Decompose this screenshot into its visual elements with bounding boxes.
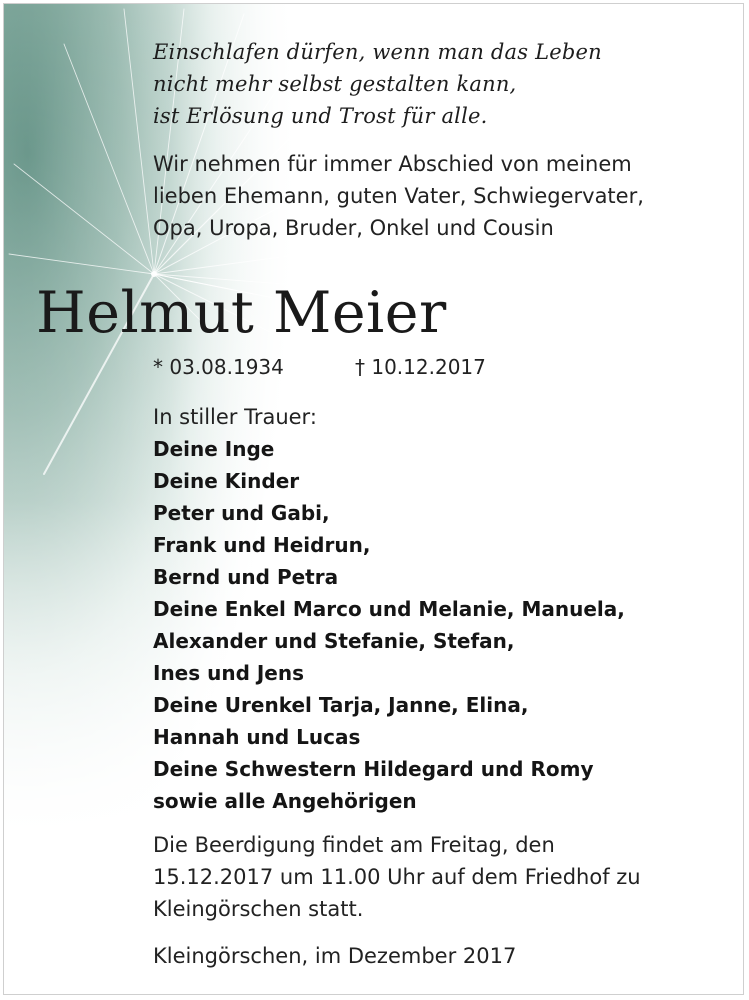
death-date: † 10.12.2017 <box>355 355 486 379</box>
intro-line: Wir nehmen für immer Abschied von meinem <box>153 152 632 176</box>
deceased-name: Helmut Meier <box>36 280 447 346</box>
intro-line: lieben Ehemann, guten Vater, Schwiegervater, <box>153 184 644 208</box>
funeral-line: Die Beerdigung findet am Freitag, den <box>153 833 555 857</box>
quote-line: ist Erlösung und Trost für alle. <box>153 104 488 128</box>
mourner-line: Bernd und Petra <box>153 565 339 589</box>
life-dates <box>153 353 713 381</box>
quote-line: nicht mehr selbst gestalten kann, <box>153 72 517 96</box>
mourner-line: Ines und Jens <box>153 661 305 685</box>
mourners-list <box>153 433 723 817</box>
place-and-date: Kleingörschen, im Dezember 2017 <box>153 944 517 968</box>
funeral-details <box>153 829 723 925</box>
farewell-intro <box>153 148 723 244</box>
mourner-line: Deine Urenkel Tarja, Janne, Elina, <box>153 693 529 717</box>
mourner-line: Deine Kinder <box>153 469 300 493</box>
mourning-label: In stiller Trauer: <box>153 405 317 429</box>
quote-verse <box>153 36 713 132</box>
funeral-line: 15.12.2017 um 11.00 Uhr auf dem Friedhof zu <box>153 865 641 889</box>
mourner-line: Alexander und Stefanie, Stefan, <box>153 629 515 653</box>
mourner-line: Deine Inge <box>153 437 275 461</box>
mourner-line: Deine Enkel Marco und Melanie, Manuela, <box>153 597 625 621</box>
funeral-line: Kleingörschen statt. <box>153 897 364 921</box>
mourner-line: Hannah und Lucas <box>153 725 361 749</box>
mourner-line: sowie alle Angehörigen <box>153 789 417 813</box>
mourner-line: Peter und Gabi, <box>153 501 330 525</box>
intro-line: Opa, Uropa, Bruder, Onkel und Cousin <box>153 216 554 240</box>
mourner-line: Frank und Heidrun, <box>153 533 371 557</box>
quote-line: Einschlafen dürfen, wenn man das Leben <box>153 40 602 64</box>
mourner-line: Deine Schwestern Hildegard und Romy <box>153 757 594 781</box>
birth-date: * 03.08.1934 <box>153 355 284 379</box>
